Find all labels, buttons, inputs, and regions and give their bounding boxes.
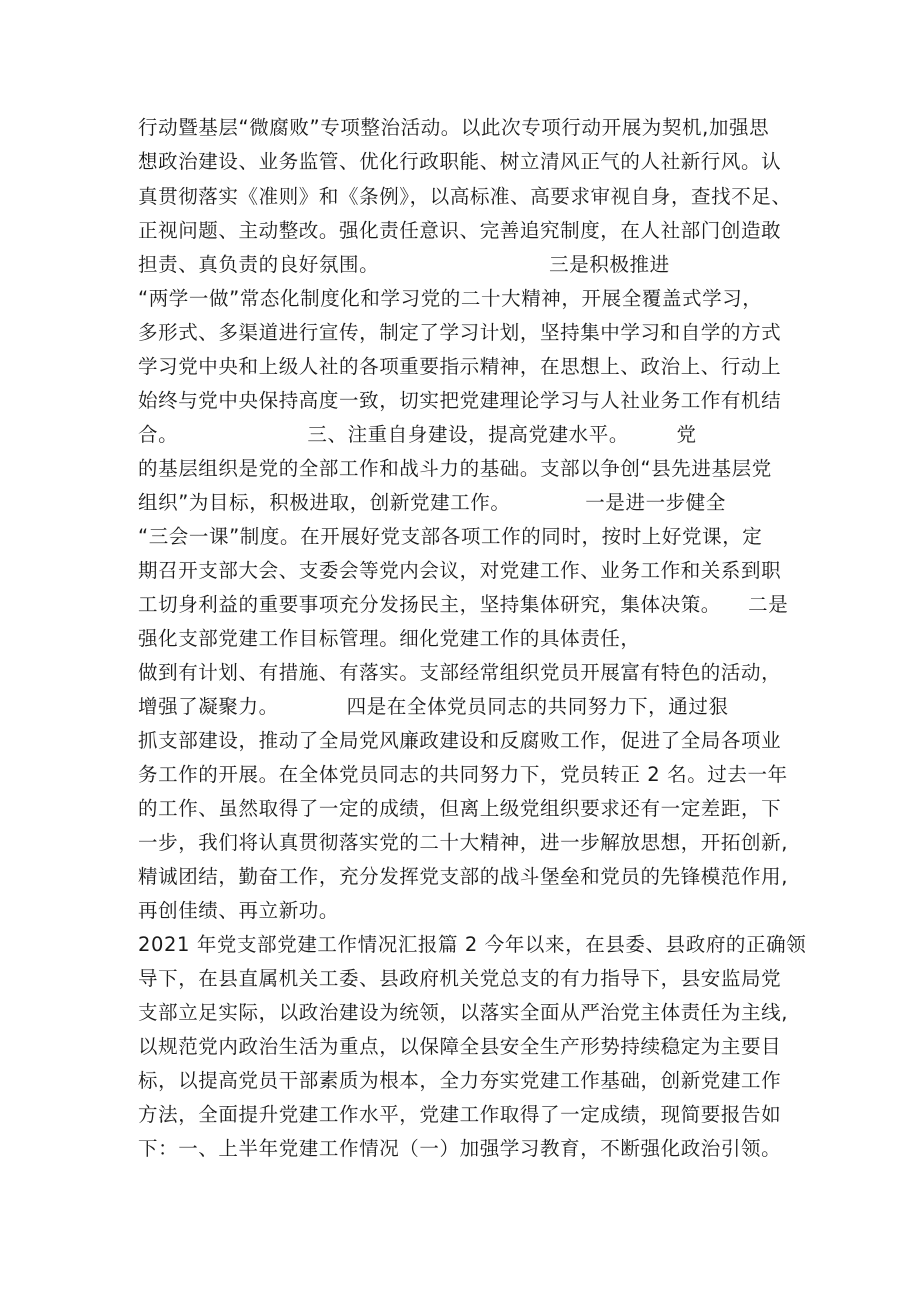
text-line: 工切身利益的重要事项充分发扬民主，坚持集体研究，集体决策。 二是	[138, 593, 789, 616]
text-line: 行动暨基层“微腐败”专项整治活动。以此次专项行动开展为契机,加强思	[138, 116, 770, 139]
text-line: 真贯彻落实《准则》和《条例》，以高标准、高要求审视自身，查找不足、	[138, 185, 792, 208]
text-line: 的工作、虽然取得了一定的成绩，但离上级党组织要求还有一定差距，下	[138, 797, 782, 820]
text-line: 学习党中央和上级人社的各项重要指示精神，在思想上、政治上、行动上	[138, 355, 782, 378]
text-line: “三会一课”制度。在开展好党支部各项工作的同时，按时上好党课，定	[138, 525, 763, 548]
text-line: 一步，我们将认真贯彻落实党的二十大精神，进一步解放思想，开拓创新,	[138, 831, 788, 854]
text-line: 支部立足实际，以政治建设为统领，以落实全面从严治党主体责任为主线,	[138, 1001, 788, 1024]
text-line: 始终与党中央保持高度一致，切实把党建理论学习与人社业务工作有机结	[138, 389, 782, 412]
text-line: 下：一、上半年党建工作情况（一）加强学习教育，不断强化政治引领。	[138, 1137, 782, 1160]
text-line: 以规范党内政治生活为重点，以保障全县安全生产形势持续稳定为主要目	[138, 1035, 782, 1058]
text-line: “两学一做”常态化制度化和学习党的二十大精神，开展全覆盖式学习，	[138, 287, 763, 310]
text-line: 正视问题、主动整改。强化责任意识、完善追究制度，在人社部门创造敢	[138, 219, 782, 242]
text-line: 增强了凝聚力。 四是在全体党员同志的共同努力下，通过狠	[138, 695, 729, 718]
text-line: 再创佳绩、再立新功。	[138, 899, 340, 922]
text-line: 精诚团结，勤奋工作，充分发挥党支部的战斗堡垒和党员的先锋模范作用,	[138, 865, 788, 888]
text-line: 担责、真负责的良好氛围。 三是积极推进	[138, 253, 670, 276]
text-line: 做到有计划、有措施、有落实。支部经常组织党员开展富有特色的活动，	[138, 661, 782, 684]
text-line: 标，以提高党员干部素质为根本，全力夯实党建工作基础，创新党建工作	[138, 1069, 782, 1092]
text-line: 务工作的开展。在全体党员同志的共同努力下，党员转正 2 名。过去一年	[138, 763, 788, 786]
text-line: 的基层组织是党的全部工作和战斗力的基础。支部以争创“县先进基层党	[138, 457, 772, 480]
text-line: 期召开支部大会、支委会等党内会议，对党建工作、业务工作和关系到职	[138, 559, 782, 582]
text-line: 2021 年党支部党建工作情况汇报篇 2 今年以来，在县委、县政府的正确领	[138, 933, 807, 956]
text-line: 方法，全面提升党建工作水平，党建工作取得了一定成绩，现简要报告如	[138, 1103, 782, 1126]
text-line: 抓支部建设，推动了全局党风廉政建设和反腐败工作，促进了全局各项业	[138, 729, 782, 752]
text-line: 多形式、多渠道进行宣传，制定了学习计划，坚持集中学习和自学的方式	[138, 321, 782, 344]
text-line: 强化支部党建工作目标管理。细化党建工作的具体责任，	[138, 627, 641, 650]
text-line: 想政治建设、业务监管、优化行政职能、树立清风正气的人社新行风。认	[138, 150, 782, 173]
text-line: 组织”为目标，积极进取，创新党建工作。 一是进一步健全	[138, 491, 726, 514]
text-line: 合。 三、注重自身建设，提高党建水平。 党	[138, 423, 697, 446]
text-line: 导下，在县直属机关工委、县政府机关党总支的有力指导下，县安监局党	[138, 967, 782, 990]
